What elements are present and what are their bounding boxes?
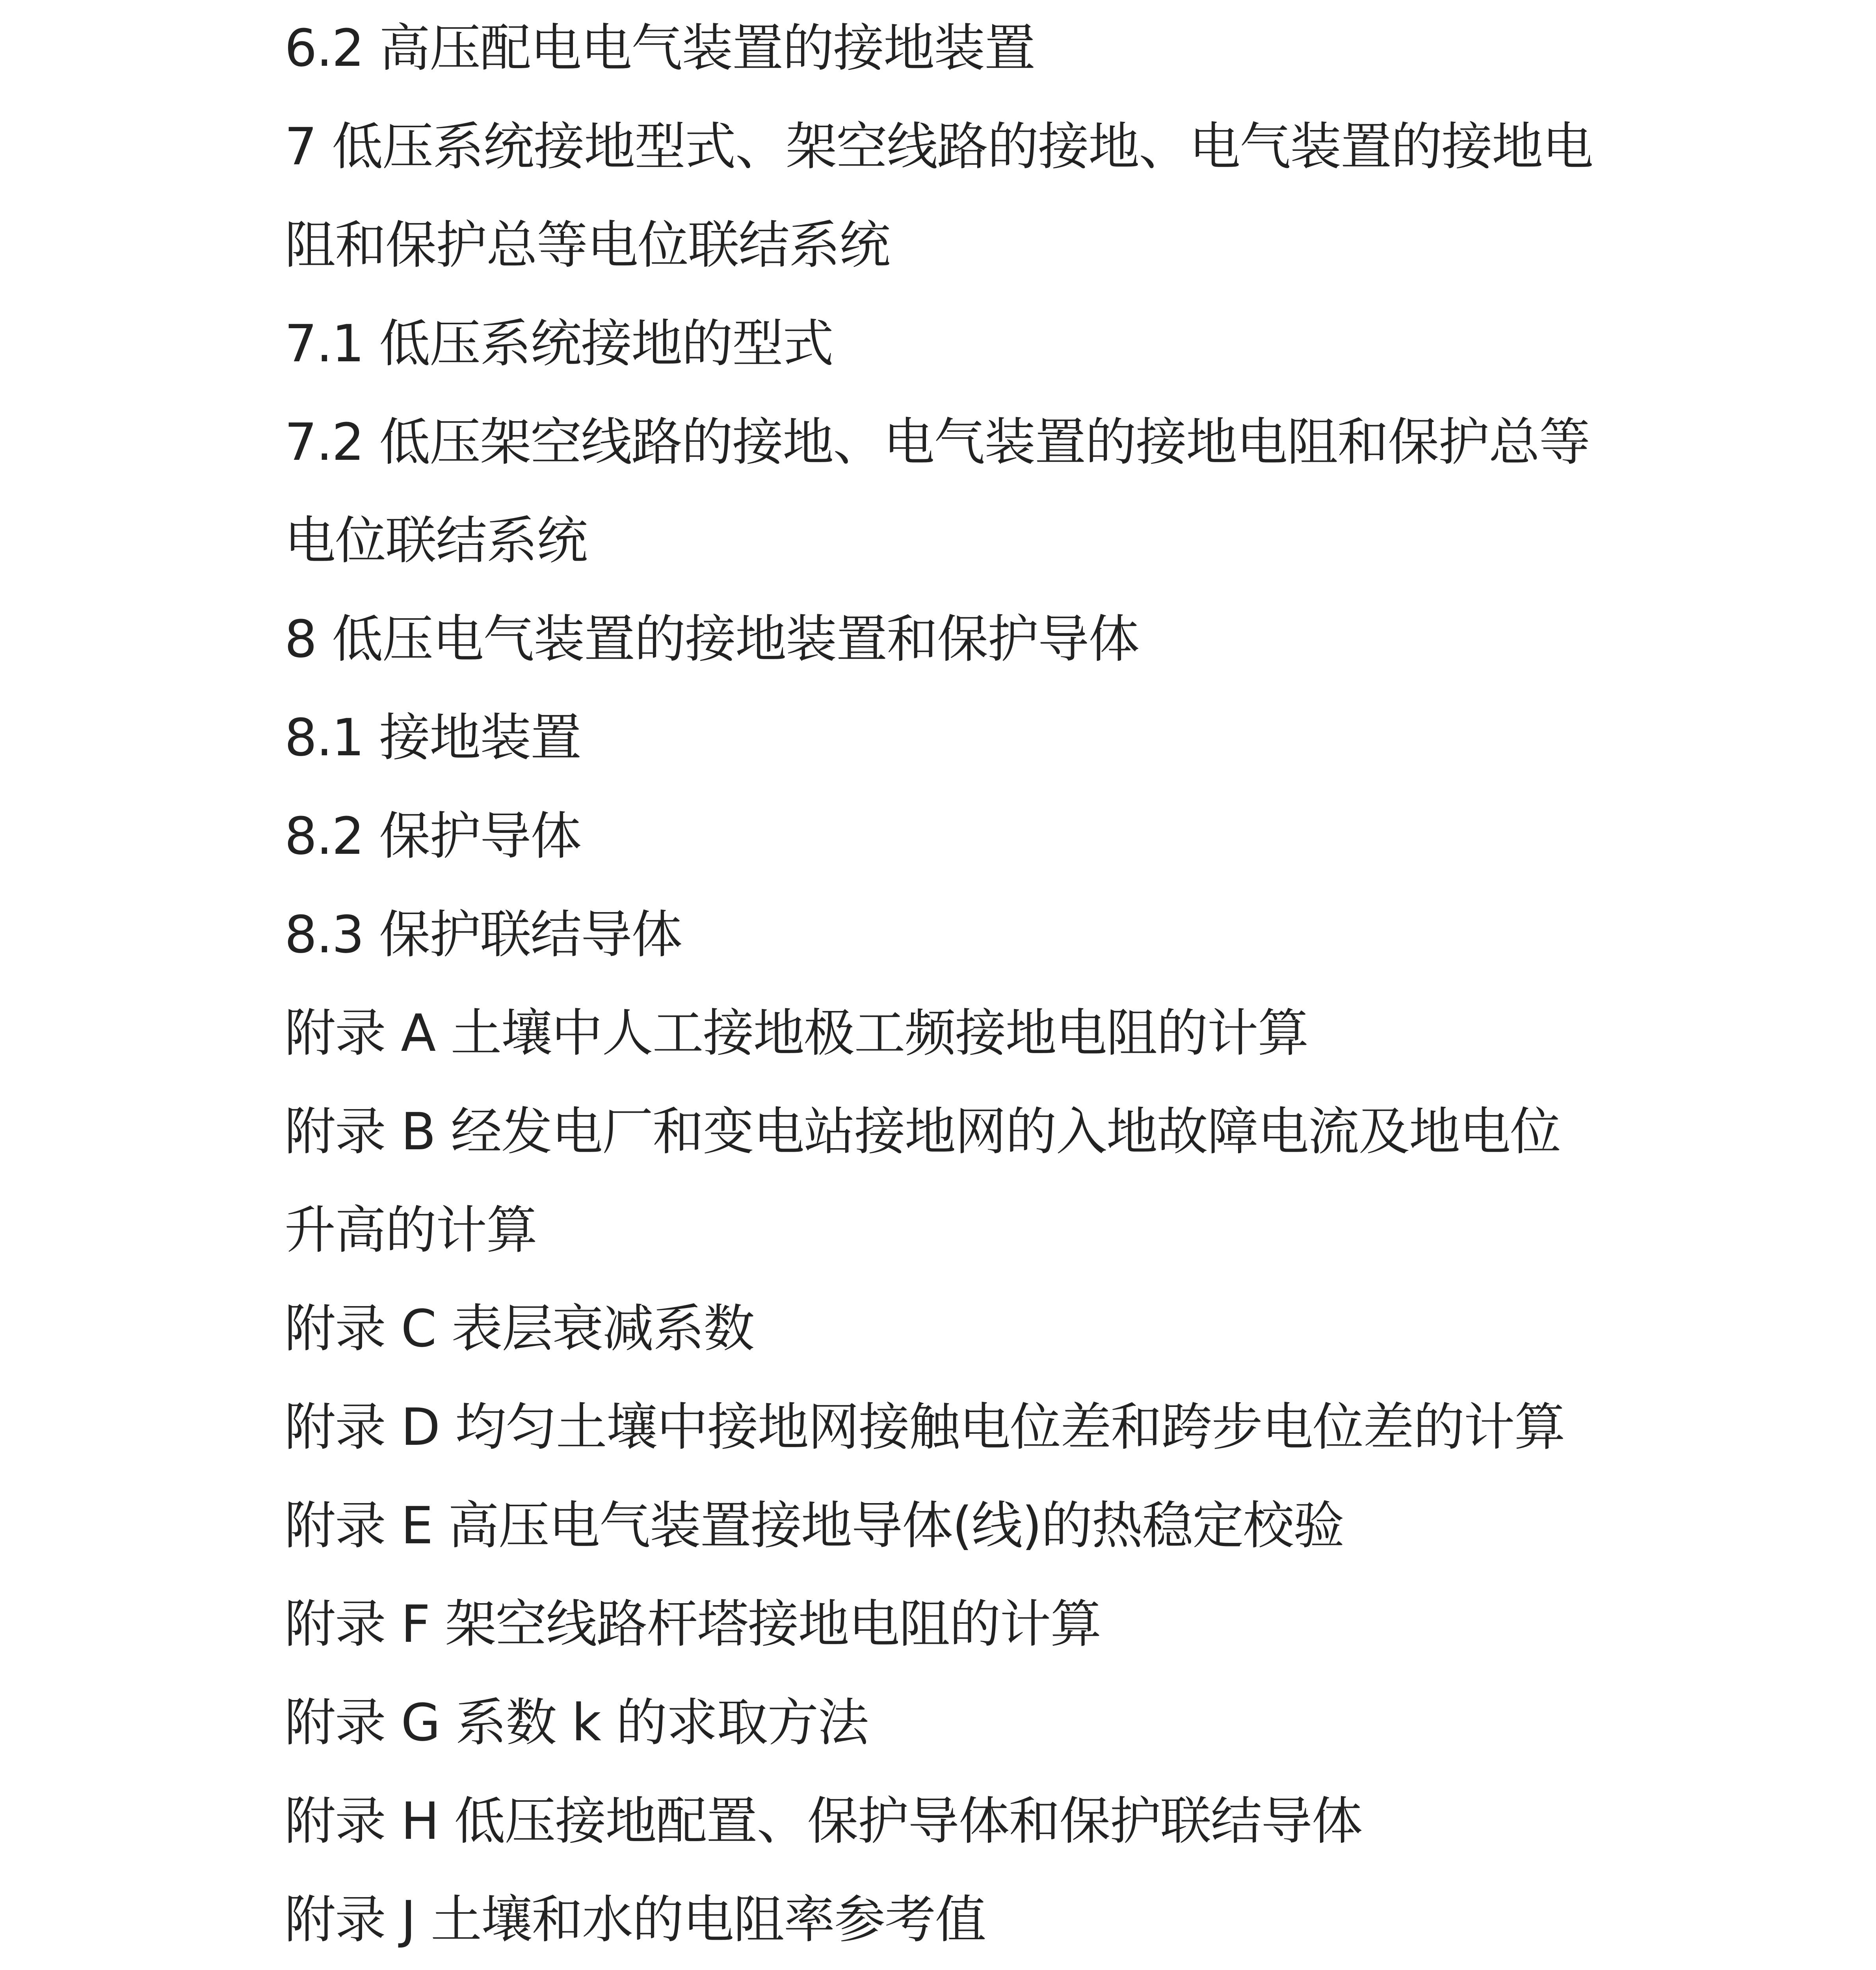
toc-line: 附录 H 低压接地配置、保护导体和保护联结导体	[284, 1791, 1362, 1851]
toc-line: 7.1 低压系统接地的型式	[284, 314, 833, 374]
toc-line: 附录 E 高压电气装置接地导体(线)的热稳定校验	[284, 1496, 1344, 1556]
toc-line: 7 低压系统接地型式、架空线路的接地、电气装置的接地电	[284, 117, 1593, 177]
toc-line: 升高的计算	[284, 1200, 537, 1260]
toc-line: 附录 J 土壤和水的电阻率参考值	[284, 1890, 985, 1950]
toc-line: 附录 F 架空线路杆塔接地电阻的计算	[284, 1594, 1101, 1654]
toc-line: 8.2 保护导体	[284, 806, 581, 866]
toc-line: 8 低压电气装置的接地装置和保护导体	[284, 609, 1139, 669]
toc-line: 附录 C 表层衰减系数	[284, 1299, 754, 1359]
toc-line: 附录 A 土壤中人工接地极工频接地电阻的计算	[284, 1003, 1308, 1063]
toc-line: 8.1 接地装置	[284, 708, 581, 768]
toc-line: 电位联结系统	[284, 511, 588, 571]
toc-line: 8.3 保护联结导体	[284, 905, 682, 965]
toc-line: 附录 G 系数 k 的求取方法	[284, 1693, 868, 1753]
toc-line: 6.2 高压配电电气装置的接地装置	[284, 18, 1035, 78]
toc-line: 附录 B 经发电厂和变电站接地网的入地故障电流及地电位	[284, 1102, 1560, 1162]
toc-line: 7.2 低压架空线路的接地、电气装置的接地电阻和保护总等	[284, 412, 1590, 472]
toc-line: 附录 D 均匀土壤中接地网接触电位差和跨步电位差的计算	[284, 1397, 1565, 1457]
toc-line: 阻和保护总等电位联结系统	[284, 215, 890, 275]
